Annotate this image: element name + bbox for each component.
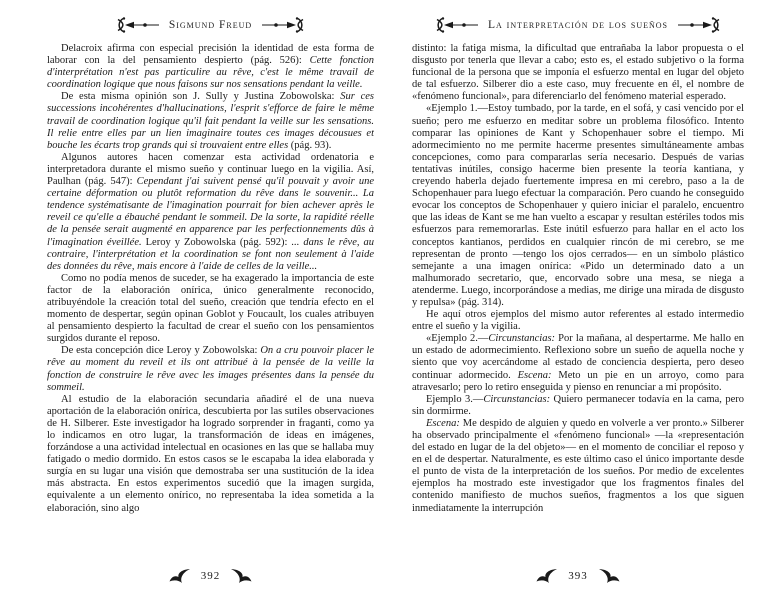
paragraph: «Ejemplo 2.—Circunstancias: Por la mañana, al despertarme. Me hallo en un estado de adormecimiento. Reflexiono sobre un sueño de aquella noche y siento que voy acercándome al estado de conciencia despierta, pero deseo continuar adormecido. Escena: Meto un pie en un arroyo, como para atravesarlo; pero lo retiro enseguida y pienso en renunciar a mi propósito. xyxy=(412,333,744,393)
header-flourish-left-icon xyxy=(433,17,479,33)
footer-flourish-left-icon xyxy=(536,567,558,584)
paragraph: distinto: la fatiga misma, la dificultad que entrañaba la labor propuesta o el disgusto por tenerla que llevar a cabo; esto es, el estado subjetivo o la forma funcional de la persona que se imponía el esfuerzo mental en lugar del objeto de tal esfuerzo. Silberer dio a este caso, muy frecuente en él, el nombre de «fenómeno funcional», para diferenciarlo del fenómeno material esperado. xyxy=(412,43,744,103)
paragraph: Algunos autores hacen comenzar esta actividad ordenatoria e interpretadora durante el mismo sueño y continuar luego en la vigilia. Así, Paulhan (pág. 547): Cependant j'ai suivent pensé qu'il pouvait y avoir une certaine déformation ou plutôt reformation du rêve dans le souvenir... La tendence systématisante de l'imagination pourrait for bien achever après le reveil ce qu'elle a ébauché pendant le sommeil. De la sorte, la rapidité réelle de la pensée serait augmenté en apparence par les perfectionnements dûs à l'imagination éveillée. Leroy y Zobowolska (pág. 592): ... dans le rêve, au contraire, l'interprétation et la coordination se font non seulement à l'aide des données du rêve, mais encore à l'aide de celles de la veille... xyxy=(47,151,374,272)
footer-flourish-right-icon xyxy=(230,567,252,584)
paragraph: Escena: Me despido de alguien y quedo en volverle a ver pronto.» Silberer ha observado principalmente el «fenómeno funcional» —la «representación del estado en lugar de la del objeto»— en el momento de conciliar el reposo y en el de despertar. Naturalmente, es este último caso el único importante desde el punto de vista de la interpretación de los sueños. Por medio de excelentes ejemplos ha mostrado este investigador que los fragmentos finales del contenido manifiesto de muchos sueños, fragmentos a los que siguen inmediatamente la interrupción xyxy=(412,417,744,514)
page-text-left xyxy=(47,43,374,555)
footer-flourish-left-icon xyxy=(169,567,191,584)
paragraph: De esta concepción dice Leroy y Zobowolska: On a cru pouvoir placer le rêve au moment du reveil et ils ont attribué à la pensée de la veille la fonction de construire le rêve avec les images présentes dans la pensée du sommeil. xyxy=(47,345,374,393)
running-head-title-right: La interpretación de los sueños xyxy=(488,19,668,31)
header-flourish-right-icon xyxy=(677,17,723,33)
page-number-right: 393 xyxy=(568,569,588,582)
header-flourish-left-icon xyxy=(114,17,160,33)
footer-flourish-right-icon xyxy=(598,567,620,584)
paragraph: Como no podía menos de suceder, se ha exagerado la importancia de este factor de la elaboración onírica, único generalmente reconocido, atribuyéndole la creación total del sueño, creación que tendría efecto en el momento de despertar, según opinan Goblot y Foucault, los cuales atribuyen al pensamiento despierto la facultad de crear el sueño con los pensamientos surgidos durante el reposo. xyxy=(47,272,374,345)
paragraph: Al estudio de la elaboración secundaria añadiré el de una nueva aportación de la elaboración onírica, descubierta por las sutiles observaciones de H. Silberer. Este investigador ha logrado sorprender in fraganti, como ya lo indicamos en otro lugar, la transformación de ideas en imágenes, forzándose a una actividad intelectual en ocasiones en las que se hallaba muy fatigado o medio dormido. En estos casos se le escapaba la idea elaborada y surgía en su lugar una visión que demostraba ser una sustitución de la idea más abstracta. En estos experimentos sucedió que la imagen surgida, equivalente a un elemento onírico, no representaba la idea sometida a la elaboración, sino algo xyxy=(47,393,374,514)
page-footer-right xyxy=(412,567,744,584)
paragraph: Ejemplo 3.—Circunstancias: Quiero permanecer todavía en la cama, pero sin dormirme. xyxy=(412,393,744,417)
running-head-left xyxy=(47,16,374,34)
paragraph: «Ejemplo 1.—Estoy tumbado, por la tarde, en el sofá, y casi vencido por el sueño; pero me esfuerzo en meditar sobre un problema filosófico. Intento comparar las opiniones de Kant y Schopenhauer sobre el tiempo. Mi adormecimiento no me permite hacerme presentes simultáneamente ambas concepciones, como para compararlas sería necesario. Después de varias tentativas inútiles, consigo hacerme bien presente la teoría kantiana, y creyendo haberla dejado fuertemente impresa en mi cerebro, paso a la de Schopenhauer para luego efectuar la comparación. Pero cuando he conseguido evocar los conceptos de Schopenhauer y quiero iniciar el paralelo, encuentro que las ideas de Kant se me han vuelto a escapar y resultan estériles todos mis esfuerzos para rememorarlas. Este inútil esfuerzo para hallar en el acto los conceptos kantianos, perdidos en cualquier rincón de mi cerebro, se me representan de pronto —tengo los ojos cerrados— en un símbolo plástico semejante a una imagen onírica: «Pido un determinado dato a un malhumorado secretario, que, encorvado sobre una mesa, se niega a atenderme. Luego, incorporándose a medias, me dirige una mirada de disgusto y repulsa» (pág. 314). xyxy=(412,103,744,308)
page-footer-left xyxy=(47,567,374,584)
paragraph: De esta misma opinión son J. Sully y Justina Zobowolska: Sur ces successions incohérentes d'hallucinations, l'esprit s'efforce de faire le même travail de coordination logique qu'il fait pendant la veille sur les sensations. Il relie entre elles par un lien imaginaire toutes ces images décousues et bouche les écarts trop grands qui si trouvaient entre elles (pág. 93). xyxy=(47,91,374,151)
running-head-title-left: Sigmund Freud xyxy=(168,19,253,31)
page-right xyxy=(391,0,782,600)
paragraph: He aquí otros ejemplos del mismo autor referentes al estado intermedio entre el sueño y la vigilia. xyxy=(412,309,744,333)
header-flourish-right-icon xyxy=(261,17,307,33)
page-text-right xyxy=(412,43,744,555)
running-head-right xyxy=(412,16,744,34)
paragraph: Delacroix afirma con especial precisión la identidad de esta forma de laborar con la del pensamiento despierto (pág. 526): Cette fonction d'interprétation n'est pas particulire au rêve, c'est le même travail de coordination logique que nous faisons sur nos sensations pendant la veille. xyxy=(47,43,374,91)
page-number-left: 392 xyxy=(200,569,221,582)
